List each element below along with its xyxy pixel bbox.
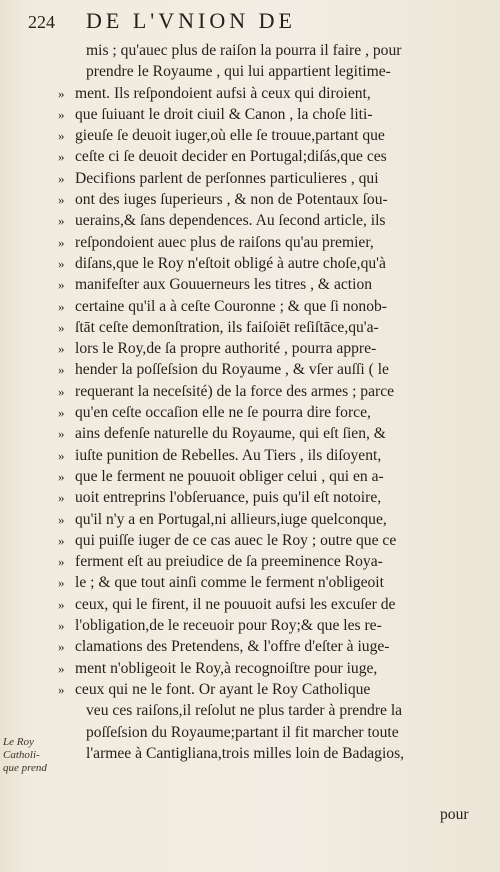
quote-mark: » [58, 575, 65, 591]
line-text: uerains,& ſans dependences. Au ſecond article, ils [75, 212, 386, 230]
text-line [58, 658, 488, 679]
quote-mark: » [58, 618, 65, 634]
line-text: ment n'obligeoit le Roy,à recognoiſtre pour iuge, [75, 659, 378, 677]
running-head: DE L'VNION DE [86, 8, 296, 33]
line-text: ſtāt ceſte demonſtration, ils faiſoiēt reſiſtāce,qu'a- [75, 318, 379, 336]
quote-mark: » [58, 426, 65, 442]
line-text: poſſeſsion du Royaume;partant il fit marcher toute [86, 723, 399, 741]
quote-mark: » [58, 383, 65, 399]
quote-mark: » [58, 405, 65, 421]
line-text: l'obligation,de le receuoir pour Roy;& que les re- [75, 617, 382, 635]
line-text: que ſuiuant le droit ciuil & Canon , la choſe liti- [75, 105, 373, 123]
margin-note-line: Le Roy [3, 736, 34, 748]
catchword: pour [440, 806, 469, 823]
margin-note-line: que prend [3, 762, 47, 774]
text-line [58, 210, 488, 231]
text-line [58, 572, 488, 593]
line-text: le ; & que tout ainſi comme le ferment n'obligeoit [75, 574, 384, 592]
page-number: 224 [28, 12, 55, 32]
line-text: Decifions parlent de perſonnes particulieres , qui [75, 169, 379, 187]
line-text: uoit entreprins l'obſeruance, puis qu'il eſt notoire, [75, 489, 382, 507]
line-text: mis ; qu'auec plus de raiſon la pourra il faire , pour [86, 42, 402, 59]
line-text: clamations des Pretendens, & l'offre d'eſter à iuge- [75, 638, 390, 656]
text-line [58, 636, 488, 657]
text-line [58, 722, 488, 743]
line-text: reſpondoient auec plus de raiſons qu'au premier, [75, 233, 374, 251]
text-line [58, 61, 488, 82]
line-text: ains defenſe naturelle du Royaume, qui eſt ſien, & [75, 425, 386, 443]
text-line [58, 615, 488, 636]
quote-mark: » [58, 681, 65, 697]
line-text: certaine qu'il a à ceſte Couronne ; & que ſi nonob- [75, 297, 387, 315]
text-line [58, 296, 488, 317]
line-text: iuſte punition de Rebelles. Au Tiers , ils diſoyent, [75, 446, 382, 464]
text-line [58, 445, 488, 466]
text-line [58, 168, 488, 189]
quote-mark: » [58, 298, 65, 314]
line-text: manifeſter aux Gouuerneurs les titres , & action [75, 276, 373, 294]
text-line [58, 381, 488, 402]
line-text: ceſte ci ſe deuoit decider en Portugal;diſás,que ces [75, 148, 387, 166]
line-text: l'armee à Cantigliana,trois milles loin de Badagios, [86, 744, 405, 762]
quote-mark: » [58, 554, 65, 570]
quote-mark: » [58, 255, 65, 271]
text-line [58, 232, 488, 253]
line-text: prendre le Royaume , qui lui appartient legitime- [86, 63, 391, 81]
line-text: ceux qui ne le font. Or ayant le Roy Catholique [75, 680, 371, 698]
text-line [58, 679, 488, 700]
line-text: gieuſe ſe deuoit iuger,où elle ſe trouue,partant que [75, 127, 385, 145]
quote-mark: » [58, 660, 65, 676]
quote-mark: » [58, 213, 65, 229]
quote-mark: » [58, 170, 65, 186]
text-line [58, 359, 488, 380]
quote-mark: » [58, 362, 65, 378]
margin-note-line: Catholi- [3, 749, 40, 761]
page-header [28, 8, 478, 36]
quote-mark: » [58, 511, 65, 527]
quote-mark: » [58, 106, 65, 122]
quote-mark: » [58, 192, 65, 208]
quote-mark: » [58, 490, 65, 506]
margin-note [3, 736, 53, 775]
line-text: qu'il n'y a en Portugal,ni allieurs,iuge quelconque, [75, 510, 387, 528]
text-line [58, 146, 488, 167]
quote-mark: » [58, 128, 65, 144]
line-text: requerant la neceſsité) de la force des armes ; parce [75, 382, 395, 400]
quote-mark: » [58, 277, 65, 293]
text-line [58, 253, 488, 274]
text-line [58, 338, 488, 359]
line-text: lors le Roy,de ſa propre authorité , pourra appre- [75, 340, 377, 358]
line-text: ont des iuges ſuperieurs , & non de Potentaux ſou- [75, 191, 388, 209]
text-line [58, 509, 488, 530]
quote-mark: » [58, 468, 65, 484]
text-line [58, 423, 488, 444]
line-text: hender la poſſeſsion du Royaume , & vſer auſſi ( le [75, 361, 389, 379]
quote-mark: » [58, 319, 65, 335]
text-line [58, 530, 488, 551]
quote-mark: » [58, 532, 65, 548]
quote-mark: » [58, 596, 65, 612]
text-line [58, 104, 488, 125]
text-line [58, 40, 488, 61]
text-line [58, 743, 488, 764]
line-text: ment. Ils reſpondoient aufsi à ceux qui diroient, [75, 84, 371, 102]
line-text: diſans,que le Roy n'eſtoit obligé à autre choſe,qu'à [75, 254, 386, 272]
quote-mark: » [58, 341, 65, 357]
line-text: veu ces raiſons,il reſolut ne plus tarder à prendre la [86, 702, 403, 720]
text-line [58, 594, 488, 615]
text-line [58, 125, 488, 146]
quote-mark: » [58, 639, 65, 655]
line-text: qui puiſſe iuger de ce cas auec le Roy ; outre que ce [75, 531, 397, 549]
text-body [58, 40, 488, 764]
quote-mark: » [58, 447, 65, 463]
text-line [58, 466, 488, 487]
quote-mark: » [58, 149, 65, 165]
quote-mark: » [58, 234, 65, 250]
text-line [58, 700, 488, 721]
text-line [58, 274, 488, 295]
line-text: ceux, qui le firent, il ne pouuoit aufsi les excuſer de [75, 595, 396, 613]
line-text: que le ferment ne pouuoit obliger celui , qui en a- [75, 467, 384, 485]
text-line [58, 402, 488, 423]
line-text: ferment eſt au preiudice de ſa preeminence Roya- [75, 553, 383, 571]
text-line [58, 551, 488, 572]
quote-mark: » [58, 85, 65, 101]
text-line [58, 189, 488, 210]
text-line [58, 487, 488, 508]
text-line [58, 83, 488, 104]
line-text: qu'en ceſte occaſion elle ne ſe pourra dire force, [75, 404, 371, 422]
text-line [58, 317, 488, 338]
